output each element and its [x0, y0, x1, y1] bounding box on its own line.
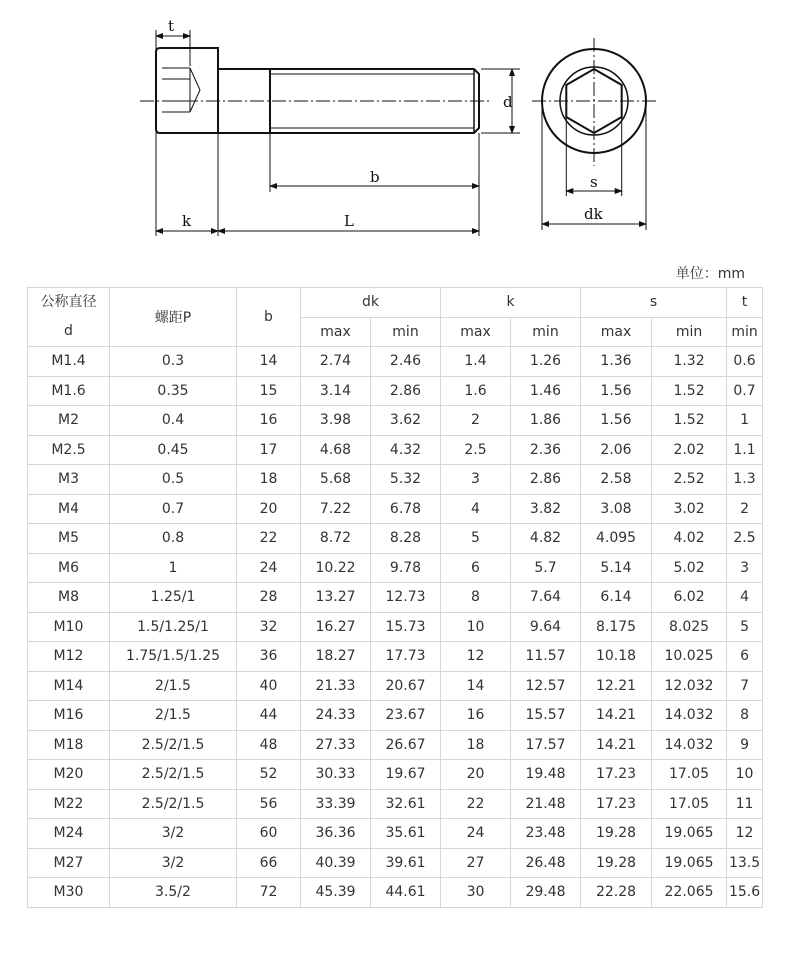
cell-t-min: 2.5	[727, 524, 763, 554]
cell-k-max: 24	[441, 819, 511, 849]
cell-pitch: 1	[110, 553, 237, 583]
header-nominal-diameter-line2: d	[64, 323, 73, 339]
cell-k-min: 9.64	[511, 612, 581, 642]
cell-dk-max: 45.39	[301, 878, 371, 908]
cell-dk-max: 40.39	[301, 848, 371, 878]
cell-s-min: 4.02	[652, 524, 727, 554]
cell-pitch: 2.5/2/1.5	[110, 789, 237, 819]
cell-size: M30	[28, 878, 110, 908]
cell-pitch: 0.8	[110, 524, 237, 554]
cell-b: 22	[237, 524, 301, 554]
cell-b: 16	[237, 406, 301, 436]
cell-k-min: 15.57	[511, 701, 581, 731]
cell-s-min: 2.52	[652, 465, 727, 495]
cell-s-min: 5.02	[652, 553, 727, 583]
cell-dk-min: 2.46	[371, 347, 441, 377]
table-row	[28, 583, 763, 613]
table-row	[28, 819, 763, 849]
cell-dk-max: 36.36	[301, 819, 371, 849]
cell-dk-min: 35.61	[371, 819, 441, 849]
cell-t-min: 7	[727, 671, 763, 701]
table-row	[28, 406, 763, 436]
subheader-s-min: min	[652, 317, 727, 347]
cell-size: M4	[28, 494, 110, 524]
cell-k-min: 11.57	[511, 642, 581, 672]
cell-pitch: 2/1.5	[110, 671, 237, 701]
cell-dk-min: 32.61	[371, 789, 441, 819]
spec-table	[27, 287, 763, 908]
cell-k-min: 1.86	[511, 406, 581, 436]
cell-k-max: 6	[441, 553, 511, 583]
cell-s-min: 19.065	[652, 819, 727, 849]
cell-s-max: 10.18	[581, 642, 652, 672]
cell-dk-min: 4.32	[371, 435, 441, 465]
cell-s-min: 3.02	[652, 494, 727, 524]
cell-size: M20	[28, 760, 110, 790]
cell-k-min: 17.57	[511, 730, 581, 760]
cell-dk-min: 26.67	[371, 730, 441, 760]
cell-t-min: 0.6	[727, 347, 763, 377]
cell-pitch: 0.45	[110, 435, 237, 465]
screw-technical-drawing	[0, 0, 790, 250]
cell-size: M2	[28, 406, 110, 436]
cell-dk-min: 5.32	[371, 465, 441, 495]
cell-pitch: 2.5/2/1.5	[110, 760, 237, 790]
cell-t-min: 13.5	[727, 848, 763, 878]
cell-s-min: 17.05	[652, 760, 727, 790]
cell-s-min: 8.025	[652, 612, 727, 642]
cell-s-min: 1.52	[652, 376, 727, 406]
cell-b: 20	[237, 494, 301, 524]
cell-s-max: 1.36	[581, 347, 652, 377]
cell-pitch: 2.5/2/1.5	[110, 730, 237, 760]
table-row	[28, 553, 763, 583]
header-b: b	[237, 288, 301, 347]
table-header-row	[28, 288, 763, 318]
cell-k-max: 5	[441, 524, 511, 554]
cell-size: M27	[28, 848, 110, 878]
cell-s-min: 17.05	[652, 789, 727, 819]
label-L: L	[344, 212, 354, 230]
cell-t-min: 1.3	[727, 465, 763, 495]
cell-s-max: 19.28	[581, 819, 652, 849]
subheader-dk-max: max	[301, 317, 371, 347]
table-row	[28, 347, 763, 377]
cell-k-max: 2	[441, 406, 511, 436]
header-t: t	[727, 288, 763, 318]
cell-s-max: 17.23	[581, 760, 652, 790]
cell-s-min: 6.02	[652, 583, 727, 613]
cell-s-max: 1.56	[581, 406, 652, 436]
cell-k-min: 19.48	[511, 760, 581, 790]
cell-k-max: 4	[441, 494, 511, 524]
cell-b: 18	[237, 465, 301, 495]
cell-s-max: 19.28	[581, 848, 652, 878]
cell-dk-min: 19.67	[371, 760, 441, 790]
cell-k-max: 20	[441, 760, 511, 790]
table-row	[28, 671, 763, 701]
cell-pitch: 0.35	[110, 376, 237, 406]
cell-dk-max: 16.27	[301, 612, 371, 642]
cell-k-min: 7.64	[511, 583, 581, 613]
cell-k-min: 1.26	[511, 347, 581, 377]
cell-s-min: 19.065	[652, 848, 727, 878]
cell-dk-max: 4.68	[301, 435, 371, 465]
table-row	[28, 701, 763, 731]
cell-b: 56	[237, 789, 301, 819]
cell-size: M14	[28, 671, 110, 701]
cell-b: 72	[237, 878, 301, 908]
cell-dk-min: 44.61	[371, 878, 441, 908]
cell-k-max: 12	[441, 642, 511, 672]
cell-size: M18	[28, 730, 110, 760]
cell-dk-min: 6.78	[371, 494, 441, 524]
cell-size: M8	[28, 583, 110, 613]
cell-size: M10	[28, 612, 110, 642]
cell-s-max: 14.21	[581, 730, 652, 760]
cell-dk-max: 27.33	[301, 730, 371, 760]
cell-dk-min: 15.73	[371, 612, 441, 642]
table-row	[28, 435, 763, 465]
cell-s-max: 4.095	[581, 524, 652, 554]
cell-b: 36	[237, 642, 301, 672]
cell-b: 60	[237, 819, 301, 849]
cell-pitch: 1.75/1.5/1.25	[110, 642, 237, 672]
cell-s-min: 14.032	[652, 730, 727, 760]
cell-t-min: 4	[727, 583, 763, 613]
subheader-k-min: min	[511, 317, 581, 347]
cell-pitch: 3.5/2	[110, 878, 237, 908]
cell-dk-min: 2.86	[371, 376, 441, 406]
cell-s-min: 2.02	[652, 435, 727, 465]
label-dk: dk	[584, 205, 603, 223]
cell-size: M6	[28, 553, 110, 583]
cell-dk-min: 17.73	[371, 642, 441, 672]
cell-dk-max: 5.68	[301, 465, 371, 495]
table-row	[28, 642, 763, 672]
table-row	[28, 730, 763, 760]
cell-k-min: 3.82	[511, 494, 581, 524]
cell-dk-max: 24.33	[301, 701, 371, 731]
cell-size: M5	[28, 524, 110, 554]
cell-k-max: 30	[441, 878, 511, 908]
label-s: s	[590, 173, 598, 191]
cell-s-max: 5.14	[581, 553, 652, 583]
cell-t-min: 15.6	[727, 878, 763, 908]
label-b: b	[370, 168, 380, 186]
table-row	[28, 494, 763, 524]
cell-t-min: 1	[727, 406, 763, 436]
cell-dk-max: 30.33	[301, 760, 371, 790]
cell-dk-min: 12.73	[371, 583, 441, 613]
cell-pitch: 0.7	[110, 494, 237, 524]
table-row	[28, 612, 763, 642]
cell-dk-max: 18.27	[301, 642, 371, 672]
subheader-s-max: max	[581, 317, 652, 347]
cell-dk-min: 8.28	[371, 524, 441, 554]
cell-k-max: 16	[441, 701, 511, 731]
cell-pitch: 1.5/1.25/1	[110, 612, 237, 642]
cell-k-min: 2.86	[511, 465, 581, 495]
cell-dk-min: 9.78	[371, 553, 441, 583]
end-view	[532, 38, 656, 230]
cell-s-min: 1.32	[652, 347, 727, 377]
cell-t-min: 0.7	[727, 376, 763, 406]
cell-size: M1.6	[28, 376, 110, 406]
cell-s-min: 12.032	[652, 671, 727, 701]
cell-k-min: 26.48	[511, 848, 581, 878]
cell-dk-max: 21.33	[301, 671, 371, 701]
cell-s-min: 1.52	[652, 406, 727, 436]
table-row	[28, 848, 763, 878]
subheader-dk-min: min	[371, 317, 441, 347]
cell-b: 44	[237, 701, 301, 731]
table-row	[28, 376, 763, 406]
cell-s-max: 17.23	[581, 789, 652, 819]
cell-s-max: 2.06	[581, 435, 652, 465]
header-s: s	[581, 288, 727, 318]
cell-dk-min: 23.67	[371, 701, 441, 731]
cell-k-min: 12.57	[511, 671, 581, 701]
cell-s-max: 1.56	[581, 376, 652, 406]
cell-b: 40	[237, 671, 301, 701]
cell-dk-max: 3.98	[301, 406, 371, 436]
cell-dk-max: 13.27	[301, 583, 371, 613]
cell-pitch: 0.3	[110, 347, 237, 377]
table-row	[28, 878, 763, 908]
cell-k-max: 10	[441, 612, 511, 642]
cell-s-max: 12.21	[581, 671, 652, 701]
cell-dk-max: 2.74	[301, 347, 371, 377]
cell-k-min: 2.36	[511, 435, 581, 465]
table-row	[28, 524, 763, 554]
cell-t-min: 11	[727, 789, 763, 819]
cell-size: M24	[28, 819, 110, 849]
header-dk: dk	[301, 288, 441, 318]
cell-pitch: 1.25/1	[110, 583, 237, 613]
header-pitch: 螺距P	[110, 288, 237, 347]
header-k: k	[441, 288, 581, 318]
header-nominal-diameter	[28, 288, 110, 347]
cell-dk-min: 39.61	[371, 848, 441, 878]
label-d: d	[503, 93, 513, 111]
cell-b: 32	[237, 612, 301, 642]
cell-k-max: 14	[441, 671, 511, 701]
cell-t-min: 9	[727, 730, 763, 760]
cell-dk-max: 33.39	[301, 789, 371, 819]
cell-b: 15	[237, 376, 301, 406]
cell-s-max: 3.08	[581, 494, 652, 524]
cell-s-max: 6.14	[581, 583, 652, 613]
cell-dk-max: 3.14	[301, 376, 371, 406]
cell-k-min: 29.48	[511, 878, 581, 908]
cell-k-max: 27	[441, 848, 511, 878]
cell-s-min: 14.032	[652, 701, 727, 731]
cell-pitch: 3/2	[110, 848, 237, 878]
cell-k-min: 1.46	[511, 376, 581, 406]
cell-dk-min: 3.62	[371, 406, 441, 436]
cell-k-min: 23.48	[511, 819, 581, 849]
cell-s-max: 8.175	[581, 612, 652, 642]
cell-dk-min: 20.67	[371, 671, 441, 701]
cell-t-min: 5	[727, 612, 763, 642]
cell-size: M16	[28, 701, 110, 731]
subheader-k-max: max	[441, 317, 511, 347]
cell-b: 52	[237, 760, 301, 790]
cell-size: M2.5	[28, 435, 110, 465]
cell-b: 17	[237, 435, 301, 465]
cell-t-min: 2	[727, 494, 763, 524]
label-k: k	[182, 212, 192, 230]
cell-size: M1.4	[28, 347, 110, 377]
cell-k-min: 5.7	[511, 553, 581, 583]
cell-dk-max: 8.72	[301, 524, 371, 554]
cell-k-max: 2.5	[441, 435, 511, 465]
side-view	[140, 30, 520, 236]
cell-s-max: 22.28	[581, 878, 652, 908]
header-nominal-diameter-line1: 公称直径	[40, 294, 97, 310]
cell-k-max: 18	[441, 730, 511, 760]
cell-t-min: 3	[727, 553, 763, 583]
cell-pitch: 0.4	[110, 406, 237, 436]
cell-b: 28	[237, 583, 301, 613]
cell-size: M3	[28, 465, 110, 495]
table-row	[28, 465, 763, 495]
cell-k-max: 3	[441, 465, 511, 495]
cell-k-max: 22	[441, 789, 511, 819]
subheader-t-min: min	[727, 317, 763, 347]
cell-b: 66	[237, 848, 301, 878]
table-row	[28, 789, 763, 819]
cell-s-min: 22.065	[652, 878, 727, 908]
cell-s-max: 14.21	[581, 701, 652, 731]
cell-size: M12	[28, 642, 110, 672]
cell-b: 24	[237, 553, 301, 583]
cell-k-min: 4.82	[511, 524, 581, 554]
cell-k-max: 8	[441, 583, 511, 613]
cell-dk-max: 7.22	[301, 494, 371, 524]
cell-k-max: 1.4	[441, 347, 511, 377]
cell-k-max: 1.6	[441, 376, 511, 406]
cell-size: M22	[28, 789, 110, 819]
label-t: t	[168, 17, 175, 35]
cell-b: 14	[237, 347, 301, 377]
cell-k-min: 21.48	[511, 789, 581, 819]
cell-t-min: 12	[727, 819, 763, 849]
cell-pitch: 3/2	[110, 819, 237, 849]
cell-pitch: 2/1.5	[110, 701, 237, 731]
cell-s-min: 10.025	[652, 642, 727, 672]
cell-t-min: 1.1	[727, 435, 763, 465]
cell-s-max: 2.58	[581, 465, 652, 495]
cell-t-min: 8	[727, 701, 763, 731]
cell-dk-max: 10.22	[301, 553, 371, 583]
cell-b: 48	[237, 730, 301, 760]
cell-t-min: 6	[727, 642, 763, 672]
cell-pitch: 0.5	[110, 465, 237, 495]
cell-t-min: 10	[727, 760, 763, 790]
table-row	[28, 760, 763, 790]
unit-label: 单位：mm	[675, 266, 745, 282]
